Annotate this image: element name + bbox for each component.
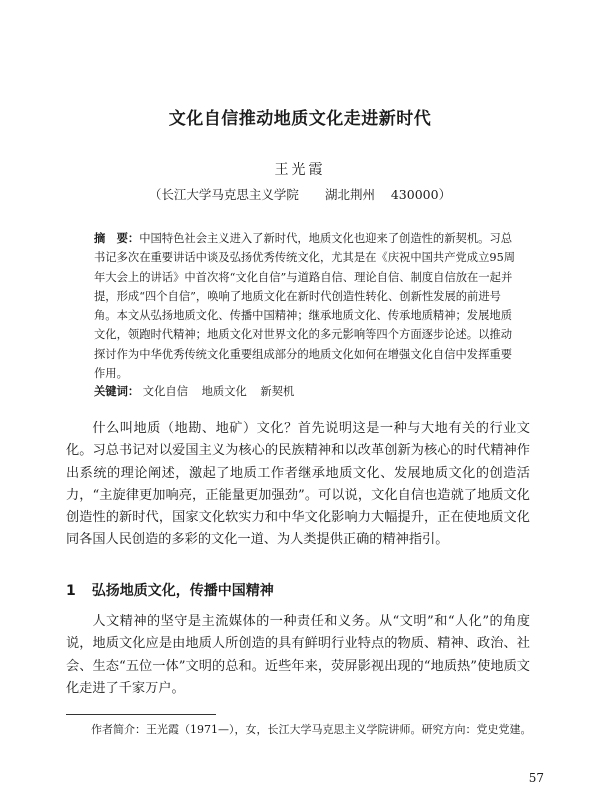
abstract-text: 中国特色社会主义进入了新时代，地质文化也迎来了创造性的新契机。习总书记多次在重要讲话中谈及弘扬优秀传统文化，尤其是在《庆祝中国共产党成立95周年大会上的讲话》中首次将“文化自信”与道路自信、理论自信、制度自信放在一起并提，形成“四个自信”，唤响了地质文化在新时代创造性转化、创新性发展的前进号角。本文从弘扬地质文化、传播中国精神；继承地质文化、传承地质精神；发展地质文化，领跑时代精神；地质文化对世界文化的多元影响等四个方面逐步论述。以推动探讨作为中华优秀传统文化重要组成部分的地质文化如何在增强文化自信中发挥重要作用。 [94, 232, 516, 381]
intro-paragraph: 什么叫地质（地勘、地矿）文化？首先说明这是一种与大地有关的行业文化。习总书记对以爱国主义为核心的民族精神和以改革创新为核心的时代精神作出系统的理论阐述，激起了地质工作者继承地质文化、发展地质文化的创造活力，“主旋律更加响亮，正能量更加强劲”。可以说，文化自信也造就了地质文化创造性的新时代，国家文化软实力和中华文化影响力大幅提升，正在使地质文化同各国人民创造的多彩的文化一道、为人类提供正确的精神指引。 [66, 421, 530, 548]
affiliation-location: 湖北荆州 [324, 187, 375, 202]
page-number: 57 [528, 771, 544, 785]
author-affiliation [0, 185, 600, 203]
section-number: 1 [66, 583, 76, 599]
abstract-block [94, 229, 518, 383]
keyword: 文化自信 [142, 385, 188, 398]
keyword: 地质文化 [201, 385, 247, 398]
keyword: 新契机 [260, 385, 295, 398]
section-heading [66, 580, 274, 600]
keywords-block [94, 383, 518, 399]
affiliation-institution: （长江大学马克思主义学院 [148, 187, 299, 202]
affiliation-postcode: 430000） [390, 187, 452, 202]
keywords-label: 关键词： [94, 385, 140, 398]
paper-title: 文化自信推动地质文化走进新时代 [168, 109, 432, 129]
author-footnote: 作者简介：王光霞（1971—），女，长江大学马克思主义学院讲师。研究方向：党史党建。 [91, 723, 532, 736]
author-name: 王光霞 [274, 162, 326, 178]
section-paragraph: 人文精神的坚守是主流媒体的一种责任和义务。从“文明”和“人化”的角度说，地质文化应是由地质人所创造的具有鲜明行业特点的物质、精神、政治、社会、生态“五位一体”文明的总和。近些年来，荧屏影视出现的“地质热”使地质文化走进了千家万户。 [66, 614, 530, 696]
abstract-label: 摘 要： [94, 232, 140, 245]
footnote-divider [66, 714, 216, 715]
section-title: 弘扬地质文化，传播中国精神 [91, 583, 274, 599]
